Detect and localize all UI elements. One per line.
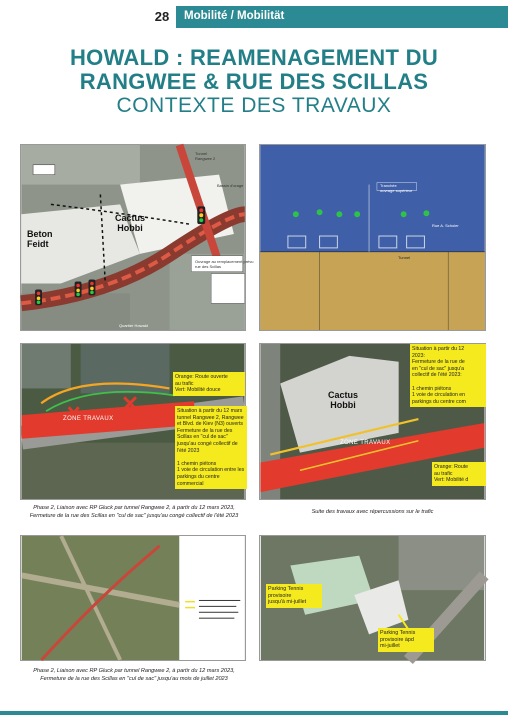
cross-section-diagram (260, 145, 485, 330)
section-tab: Mobilité / Mobilität (176, 6, 508, 28)
ouvrage-note: Ouvrage au remplacement prévu rue des Scillas (195, 259, 254, 269)
cross-section-panel (259, 144, 486, 331)
page-number: 28 (154, 9, 170, 24)
title-line-1: HOWALD : REAMENAGEMENT DU (69, 45, 439, 70)
rue-scholer-label: Rue A. Scholer (432, 223, 459, 228)
situation-box-panel3: Situation à partir du 12 mars tunnel Rangwee 2, Rangwee et Blvd. de Kiev (N3) ouverts Fermeture de la rue des Scillas en "cul de sac" jusqu'au congé collectif de l'été 2023 1 chemin piétons 1 voie de circulation entre les parkings du centre commercial (175, 406, 247, 489)
cactus-hobbi-label: Cactus Hobbi (115, 213, 146, 233)
caption-panel-5: Phase 2, Liaison avec RP Gluck par tunnel Rangwee 2, à partir du 12 mars 2023, Fermeture de la rue des Scillas en "cul de sac" jusqu'au mois de juillet 2023 (33, 668, 235, 682)
caption-panel-3: Phase 2, Liaison avec RP Gluck par tunnel Rangwee 2, à partir du 12 mars 2023, Fermeture de la rue des Scillas en "cul de sac" jusqu'au congé collectif de l'été 2023 (29, 505, 239, 519)
footer-rule (0, 711, 508, 715)
tunnel-label: Tunnel Rangwee 2 (195, 151, 216, 161)
tunnel-section-label: Tunnel (398, 255, 411, 260)
parking-box-1: Parking Tennis provisoire jusqu'à mi-juillet (266, 584, 322, 608)
cactus-hobbi-label-panel4: Cactus Hobbi (328, 390, 359, 410)
zone-travaux-panel3: ZONE TRAVAUX (63, 416, 114, 422)
map-panel-3 (20, 343, 246, 500)
zone-travaux-panel4: ZONE TRAVAUX (340, 440, 391, 446)
beton-feidt-label: Beton Feidt (27, 229, 53, 249)
title-line-3: CONTEXTE DES TRAVAUX (116, 94, 392, 117)
parking-box-2: Parking Tennis provisoire àpd mi-juillet (378, 628, 434, 652)
aerial-map-1 (21, 145, 245, 330)
cross-section-top-label: Tranchée ouvrage supérieur (380, 183, 413, 193)
map-panel-5 (20, 535, 246, 661)
map-panel-1 (20, 144, 254, 331)
aerial-map-5 (21, 536, 245, 660)
map-panel-6 (259, 535, 486, 661)
quartier-label: Quartier Howald (119, 323, 148, 328)
page-title (0, 46, 508, 118)
legend-box-panel4: Orange: Route au trafic Vert: Mobilité d (432, 462, 486, 486)
bassin-label: Bassin d'orage (217, 183, 244, 188)
map-panel-4 (259, 343, 486, 500)
page-header (0, 6, 508, 28)
title-line-2: RANGWEE & RUE DES SCILLAS (79, 69, 429, 94)
legend-box-panel3: Orange: Route ouverte au trafic Vert: Mobilité douce (173, 372, 245, 396)
situation-box-panel4: Situation à partir du 12 2023: Fermeture de la rue de en "cul de sac" jusqu'a collectif de l'été 2023: 1 chemin piétons 1 voie de circulation en parkings du centre com (410, 344, 486, 407)
traffic-light-icon (197, 206, 205, 224)
caption-panel-4: Suite des travaux avec répercussions sur le trafic (311, 509, 434, 515)
